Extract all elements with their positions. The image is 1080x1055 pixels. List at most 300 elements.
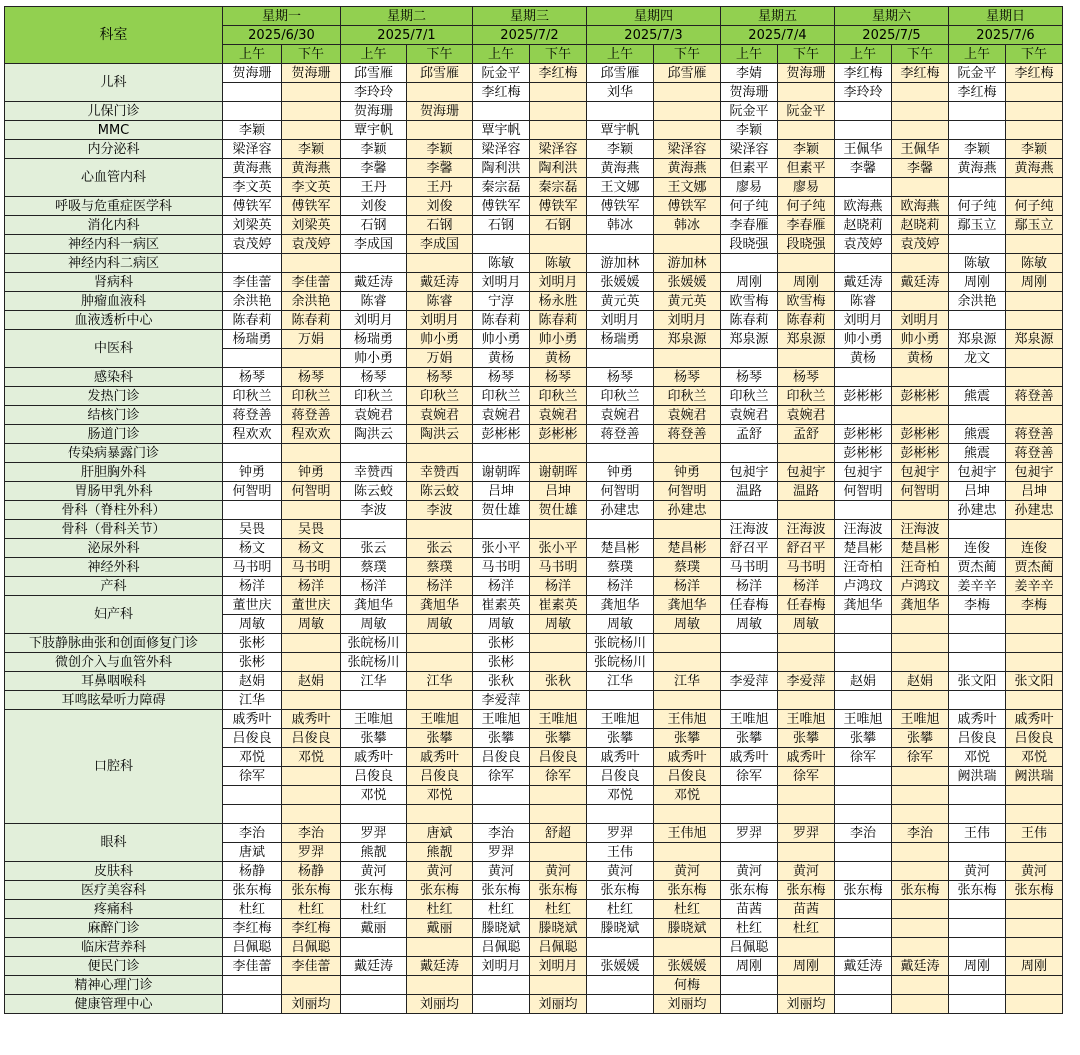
department-name: 肠道门诊 xyxy=(5,425,223,444)
doctor-cell: 刘明月 xyxy=(587,311,654,330)
doctor-cell: 戴廷涛 xyxy=(892,273,949,292)
doctor-cell: 马书明 xyxy=(282,558,341,577)
doctor-cell: 黄河 xyxy=(587,862,654,881)
doctor-cell: 熊靓 xyxy=(341,843,407,862)
doctor-cell: 龚旭华 xyxy=(587,596,654,615)
doctor-cell xyxy=(223,102,282,121)
doctor-cell: 楚昌彬 xyxy=(587,539,654,558)
doctor-cell xyxy=(892,501,949,520)
schedule-row xyxy=(5,292,1063,311)
department-name: 麻醉门诊 xyxy=(5,919,223,938)
doctor-cell: 张云 xyxy=(341,539,407,558)
doctor-cell: 杨琴 xyxy=(473,368,530,387)
doctor-cell: 李成国 xyxy=(341,235,407,254)
schedule-row xyxy=(5,558,1063,577)
header-weekday-row xyxy=(5,7,1063,26)
department-name: 发热门诊 xyxy=(5,387,223,406)
department-name: 胃肠甲乳外科 xyxy=(5,482,223,501)
doctor-cell: 印秋兰 xyxy=(407,387,473,406)
doctor-cell xyxy=(1006,786,1063,805)
doctor-cell: 龙文 xyxy=(949,349,1006,368)
doctor-cell: 李佳蕾 xyxy=(223,957,282,976)
doctor-cell: 李颖 xyxy=(721,121,778,140)
doctor-cell: 鄢玉立 xyxy=(1006,216,1063,235)
doctor-cell: 黄河 xyxy=(530,862,587,881)
dept-column-header: 科室 xyxy=(5,7,223,64)
doctor-cell: 张媛媛 xyxy=(654,273,721,292)
department-name: 疼痛科 xyxy=(5,900,223,919)
doctor-cell: 张彬 xyxy=(223,653,282,672)
doctor-cell: 王文娜 xyxy=(587,178,654,197)
doctor-cell: 杜红 xyxy=(407,900,473,919)
doctor-cell: 包昶宇 xyxy=(835,463,892,482)
doctor-cell xyxy=(1006,976,1063,995)
doctor-cell: 吕俊良 xyxy=(282,729,341,748)
doctor-cell: 杜红 xyxy=(282,900,341,919)
doctor-cell: 陈敏 xyxy=(530,254,587,273)
doctor-cell xyxy=(654,653,721,672)
doctor-cell: 刘梁英 xyxy=(223,216,282,235)
doctor-cell: 王唯旭 xyxy=(587,710,654,729)
doctor-cell: 谢朝晖 xyxy=(473,463,530,482)
doctor-cell: 帅小勇 xyxy=(530,330,587,349)
doctor-cell: 李治 xyxy=(473,824,530,843)
doctor-cell: 袁茂婷 xyxy=(223,235,282,254)
am-header: 上午 xyxy=(587,45,654,64)
doctor-cell xyxy=(721,349,778,368)
doctor-cell xyxy=(721,805,778,824)
doctor-cell: 李佳蕾 xyxy=(282,957,341,976)
doctor-cell xyxy=(530,691,587,710)
doctor-cell: 孙建忠 xyxy=(1006,501,1063,520)
doctor-cell: 张东梅 xyxy=(587,881,654,900)
doctor-cell xyxy=(654,843,721,862)
doctor-cell: 连俊 xyxy=(1006,539,1063,558)
doctor-cell: 黄海燕 xyxy=(587,159,654,178)
doctor-cell: 刘明月 xyxy=(473,957,530,976)
doctor-cell: 印秋兰 xyxy=(341,387,407,406)
doctor-cell: 彭彬彬 xyxy=(835,444,892,463)
schedule-row xyxy=(5,159,1063,178)
department-name: 妇产科 xyxy=(5,596,223,634)
doctor-cell: 贺仕雄 xyxy=(530,501,587,520)
doctor-cell: 张皖杨川 xyxy=(341,653,407,672)
doctor-cell: 陈敏 xyxy=(473,254,530,273)
doctor-cell: 王唯旭 xyxy=(407,710,473,729)
doctor-cell: 何子纯 xyxy=(1006,197,1063,216)
doctor-cell: 戴廷涛 xyxy=(341,957,407,976)
doctor-cell: 周刚 xyxy=(949,273,1006,292)
doctor-cell: 吕俊良 xyxy=(949,729,1006,748)
doctor-cell: 包昶宇 xyxy=(949,463,1006,482)
doctor-cell: 张东梅 xyxy=(949,881,1006,900)
doctor-cell: 陈春莉 xyxy=(778,311,835,330)
doctor-cell: 马书明 xyxy=(473,558,530,577)
doctor-cell: 吕佩聪 xyxy=(223,938,282,957)
doctor-cell: 蔡璞 xyxy=(587,558,654,577)
doctor-cell: 刘明月 xyxy=(892,311,949,330)
doctor-cell xyxy=(282,121,341,140)
doctor-cell xyxy=(892,900,949,919)
doctor-cell: 李佳蕾 xyxy=(282,273,341,292)
doctor-cell: 马书明 xyxy=(530,558,587,577)
doctor-cell: 陈春莉 xyxy=(282,311,341,330)
schedule-table xyxy=(4,6,1063,1014)
doctor-cell xyxy=(587,938,654,957)
doctor-cell: 罗羿 xyxy=(282,843,341,862)
doctor-cell: 罗羿 xyxy=(778,824,835,843)
doctor-cell: 李婧 xyxy=(721,64,778,83)
department-name: 神经内科二病区 xyxy=(5,254,223,273)
doctor-cell: 袁婉君 xyxy=(407,406,473,425)
doctor-cell: 印秋兰 xyxy=(530,387,587,406)
doctor-cell: 钟勇 xyxy=(282,463,341,482)
doctor-cell xyxy=(407,634,473,653)
schedule-row xyxy=(5,691,1063,710)
doctor-cell: 汪奇柏 xyxy=(835,558,892,577)
doctor-cell: 李玲玲 xyxy=(341,83,407,102)
doctor-cell xyxy=(835,254,892,273)
doctor-cell: 戚秀叶 xyxy=(1006,710,1063,729)
doctor-cell: 彭彬彬 xyxy=(530,425,587,444)
am-header: 上午 xyxy=(473,45,530,64)
doctor-cell: 何智明 xyxy=(223,482,282,501)
doctor-cell: 刘俊 xyxy=(407,197,473,216)
doctor-cell: 董世庆 xyxy=(282,596,341,615)
doctor-cell: 杨文 xyxy=(282,539,341,558)
doctor-cell: 汪海波 xyxy=(778,520,835,539)
department-name: 下肢静脉曲张和创面修复门诊 xyxy=(5,634,223,653)
doctor-cell xyxy=(778,121,835,140)
doctor-cell: 郑泉源 xyxy=(949,330,1006,349)
schedule-header xyxy=(5,7,1063,64)
doctor-cell xyxy=(721,634,778,653)
doctor-cell: 石钢 xyxy=(473,216,530,235)
doctor-cell: 幸赞西 xyxy=(407,463,473,482)
doctor-cell: 游加林 xyxy=(654,254,721,273)
doctor-cell: 傅铁军 xyxy=(282,197,341,216)
schedule-row xyxy=(5,957,1063,976)
doctor-cell: 熊震 xyxy=(949,425,1006,444)
doctor-cell: 王佩华 xyxy=(892,140,949,159)
schedule-row xyxy=(5,121,1063,140)
date-header: 2025/7/5 xyxy=(835,26,949,45)
doctor-cell: 龚旭华 xyxy=(892,596,949,615)
doctor-cell xyxy=(587,349,654,368)
doctor-cell: 袁婉君 xyxy=(587,406,654,425)
doctor-cell xyxy=(654,938,721,957)
doctor-cell: 张攀 xyxy=(587,729,654,748)
doctor-cell: 黄杨 xyxy=(835,349,892,368)
doctor-cell xyxy=(835,368,892,387)
doctor-cell: 吕佩聪 xyxy=(282,938,341,957)
doctor-cell xyxy=(407,938,473,957)
doctor-cell: 刘梁英 xyxy=(282,216,341,235)
department-name: 耳鼻咽喉科 xyxy=(5,672,223,691)
department-name: 耳鸣眩晕听力障碍 xyxy=(5,691,223,710)
doctor-cell xyxy=(282,976,341,995)
doctor-cell xyxy=(223,805,282,824)
schedule-row xyxy=(5,197,1063,216)
doctor-cell xyxy=(341,995,407,1014)
doctor-cell: 秦宗磊 xyxy=(530,178,587,197)
doctor-cell xyxy=(407,691,473,710)
doctor-cell xyxy=(892,938,949,957)
doctor-cell xyxy=(778,634,835,653)
department-name: 泌尿外科 xyxy=(5,539,223,558)
doctor-cell: 杨洋 xyxy=(654,577,721,596)
doctor-cell: 王唯旭 xyxy=(835,710,892,729)
doctor-cell xyxy=(341,691,407,710)
doctor-cell: 何梅 xyxy=(654,976,721,995)
pm-header: 下午 xyxy=(407,45,473,64)
am-header: 上午 xyxy=(223,45,282,64)
doctor-cell: 但素平 xyxy=(778,159,835,178)
doctor-cell: 刘华 xyxy=(587,83,654,102)
doctor-cell: 袁婉君 xyxy=(473,406,530,425)
doctor-cell: 张攀 xyxy=(721,729,778,748)
doctor-cell xyxy=(892,767,949,786)
schedule-row xyxy=(5,577,1063,596)
doctor-cell xyxy=(473,520,530,539)
doctor-cell xyxy=(892,862,949,881)
doctor-cell: 楚昌彬 xyxy=(654,539,721,558)
doctor-cell xyxy=(473,805,530,824)
doctor-cell: 周敏 xyxy=(282,615,341,634)
doctor-cell: 段晓强 xyxy=(721,235,778,254)
schedule-row xyxy=(5,539,1063,558)
doctor-cell: 黄海燕 xyxy=(654,159,721,178)
doctor-cell: 李成国 xyxy=(407,235,473,254)
doctor-cell: 张秋 xyxy=(473,672,530,691)
doctor-cell xyxy=(892,976,949,995)
doctor-cell: 邱雪雁 xyxy=(341,64,407,83)
doctor-cell xyxy=(530,786,587,805)
doctor-cell xyxy=(778,691,835,710)
doctor-cell: 黄杨 xyxy=(530,349,587,368)
doctor-cell xyxy=(949,311,1006,330)
doctor-cell: 张东梅 xyxy=(341,881,407,900)
doctor-cell: 王唯旭 xyxy=(473,710,530,729)
department-name: 心血管内科 xyxy=(5,159,223,197)
department-name: 精神心理门诊 xyxy=(5,976,223,995)
doctor-cell: 戚秀叶 xyxy=(341,748,407,767)
department-name: 口腔科 xyxy=(5,710,223,824)
doctor-cell: 石钢 xyxy=(530,216,587,235)
pm-header: 下午 xyxy=(778,45,835,64)
doctor-cell: 舒召平 xyxy=(778,539,835,558)
date-header: 2025/7/1 xyxy=(341,26,473,45)
doctor-cell: 黄海燕 xyxy=(223,159,282,178)
doctor-cell: 贾杰蔺 xyxy=(949,558,1006,577)
doctor-cell xyxy=(1006,843,1063,862)
doctor-cell: 刘丽均 xyxy=(407,995,473,1014)
doctor-cell xyxy=(654,102,721,121)
doctor-cell: 张媛媛 xyxy=(587,957,654,976)
doctor-cell: 蒋登善 xyxy=(1006,425,1063,444)
doctor-cell: 马书明 xyxy=(778,558,835,577)
doctor-cell: 贺海珊 xyxy=(341,102,407,121)
doctor-cell: 李红梅 xyxy=(282,919,341,938)
doctor-cell: 李爱萍 xyxy=(473,691,530,710)
doctor-cell xyxy=(835,653,892,672)
doctor-cell: 李爱萍 xyxy=(721,672,778,691)
doctor-cell: 李治 xyxy=(835,824,892,843)
doctor-cell: 梁泽容 xyxy=(530,140,587,159)
pm-header: 下午 xyxy=(892,45,949,64)
doctor-cell: 戚秀叶 xyxy=(721,748,778,767)
doctor-cell xyxy=(1006,292,1063,311)
doctor-cell: 孟舒 xyxy=(721,425,778,444)
pm-header: 下午 xyxy=(530,45,587,64)
doctor-cell xyxy=(282,349,341,368)
department-name: 呼吸与危重症医学科 xyxy=(5,197,223,216)
doctor-cell xyxy=(892,178,949,197)
doctor-cell xyxy=(530,634,587,653)
doctor-cell: 赵娟 xyxy=(892,672,949,691)
doctor-cell: 吕佩聪 xyxy=(721,938,778,957)
doctor-cell xyxy=(282,653,341,672)
doctor-cell: 帅小勇 xyxy=(407,330,473,349)
doctor-cell: 邓悦 xyxy=(282,748,341,767)
doctor-cell: 欧雪梅 xyxy=(721,292,778,311)
doctor-cell: 孙建忠 xyxy=(654,501,721,520)
doctor-cell: 舒召平 xyxy=(721,539,778,558)
department-name: 皮肤科 xyxy=(5,862,223,881)
doctor-cell xyxy=(407,653,473,672)
doctor-cell: 印秋兰 xyxy=(654,387,721,406)
doctor-cell xyxy=(1006,615,1063,634)
doctor-cell xyxy=(835,786,892,805)
doctor-cell: 戚秀叶 xyxy=(223,710,282,729)
doctor-cell: 杨琴 xyxy=(341,368,407,387)
doctor-cell: 李梅 xyxy=(1006,596,1063,615)
doctor-cell: 周敏 xyxy=(223,615,282,634)
doctor-cell: 姜辛辛 xyxy=(1006,577,1063,596)
doctor-cell xyxy=(1006,83,1063,102)
doctor-cell: 杨琴 xyxy=(778,368,835,387)
schedule-row xyxy=(5,311,1063,330)
doctor-cell: 袁茂婷 xyxy=(892,235,949,254)
doctor-cell: 熊震 xyxy=(949,387,1006,406)
doctor-cell xyxy=(949,634,1006,653)
schedule-row xyxy=(5,919,1063,938)
doctor-cell: 杜红 xyxy=(530,900,587,919)
doctor-cell: 李馨 xyxy=(892,159,949,178)
doctor-cell: 陈云蛟 xyxy=(341,482,407,501)
doctor-cell: 李馨 xyxy=(341,159,407,178)
doctor-cell: 陈敏 xyxy=(949,254,1006,273)
doctor-cell: 王唯旭 xyxy=(778,710,835,729)
schedule-row xyxy=(5,710,1063,729)
doctor-cell xyxy=(282,634,341,653)
doctor-cell: 杨琴 xyxy=(407,368,473,387)
doctor-cell: 石钢 xyxy=(407,216,473,235)
doctor-cell xyxy=(835,767,892,786)
doctor-cell: 黄河 xyxy=(721,862,778,881)
schedule-row xyxy=(5,976,1063,995)
doctor-cell xyxy=(341,976,407,995)
doctor-cell: 袁婉君 xyxy=(341,406,407,425)
doctor-cell xyxy=(1006,235,1063,254)
doctor-cell: 吕坤 xyxy=(473,482,530,501)
doctor-cell: 石钢 xyxy=(341,216,407,235)
doctor-cell: 刘明月 xyxy=(835,311,892,330)
doctor-cell xyxy=(223,995,282,1014)
doctor-cell: 王佩华 xyxy=(835,140,892,159)
doctor-cell: 张彬 xyxy=(473,634,530,653)
schedule-row xyxy=(5,824,1063,843)
doctor-cell: 周刚 xyxy=(721,273,778,292)
doctor-cell: 戴廷涛 xyxy=(407,957,473,976)
doctor-cell: 张彬 xyxy=(473,653,530,672)
doctor-cell: 戴廷涛 xyxy=(835,273,892,292)
doctor-cell xyxy=(949,805,1006,824)
department-name: 健康管理中心 xyxy=(5,995,223,1014)
doctor-cell: 徐军 xyxy=(835,748,892,767)
doctor-cell xyxy=(721,976,778,995)
doctor-cell: 张小平 xyxy=(473,539,530,558)
doctor-cell: 张东梅 xyxy=(223,881,282,900)
doctor-cell: 李治 xyxy=(892,824,949,843)
doctor-cell: 黄河 xyxy=(949,862,1006,881)
doctor-cell: 秦宗磊 xyxy=(473,178,530,197)
doctor-cell: 周敏 xyxy=(778,615,835,634)
doctor-cell xyxy=(1006,634,1063,653)
doctor-cell: 李红梅 xyxy=(835,64,892,83)
doctor-cell: 杨瑞勇 xyxy=(587,330,654,349)
doctor-cell: 袁茂婷 xyxy=(282,235,341,254)
doctor-cell xyxy=(282,767,341,786)
doctor-cell: 李春雁 xyxy=(778,216,835,235)
doctor-cell: 连俊 xyxy=(949,539,1006,558)
doctor-cell: 杜红 xyxy=(721,919,778,938)
schedule-row xyxy=(5,900,1063,919)
doctor-cell: 陶洪云 xyxy=(407,425,473,444)
doctor-cell: 何子纯 xyxy=(721,197,778,216)
doctor-cell: 杨文 xyxy=(223,539,282,558)
doctor-cell: 梁泽容 xyxy=(223,140,282,159)
department-name: 眼科 xyxy=(5,824,223,862)
doctor-cell: 张彬 xyxy=(223,634,282,653)
department-name: 肾病科 xyxy=(5,273,223,292)
doctor-cell xyxy=(835,634,892,653)
doctor-cell xyxy=(407,83,473,102)
doctor-cell: 徐军 xyxy=(473,767,530,786)
doctor-cell xyxy=(778,83,835,102)
doctor-cell: 张东梅 xyxy=(473,881,530,900)
doctor-cell: 邓悦 xyxy=(949,748,1006,767)
doctor-cell: 周敏 xyxy=(654,615,721,634)
doctor-cell: 万娟 xyxy=(282,330,341,349)
doctor-cell xyxy=(530,444,587,463)
doctor-cell xyxy=(282,83,341,102)
doctor-cell: 舒超 xyxy=(530,824,587,843)
weekday-header: 星期二 xyxy=(341,7,473,26)
doctor-cell: 董世庆 xyxy=(223,596,282,615)
doctor-cell: 何智明 xyxy=(282,482,341,501)
doctor-cell xyxy=(949,938,1006,957)
doctor-cell xyxy=(1006,102,1063,121)
doctor-cell xyxy=(892,805,949,824)
doctor-cell: 楚昌彬 xyxy=(892,539,949,558)
doctor-cell: 袁婉君 xyxy=(530,406,587,425)
schedule-row xyxy=(5,520,1063,539)
doctor-cell xyxy=(654,634,721,653)
doctor-cell: 张东梅 xyxy=(721,881,778,900)
doctor-cell: 李颖 xyxy=(223,121,282,140)
doctor-cell xyxy=(223,349,282,368)
